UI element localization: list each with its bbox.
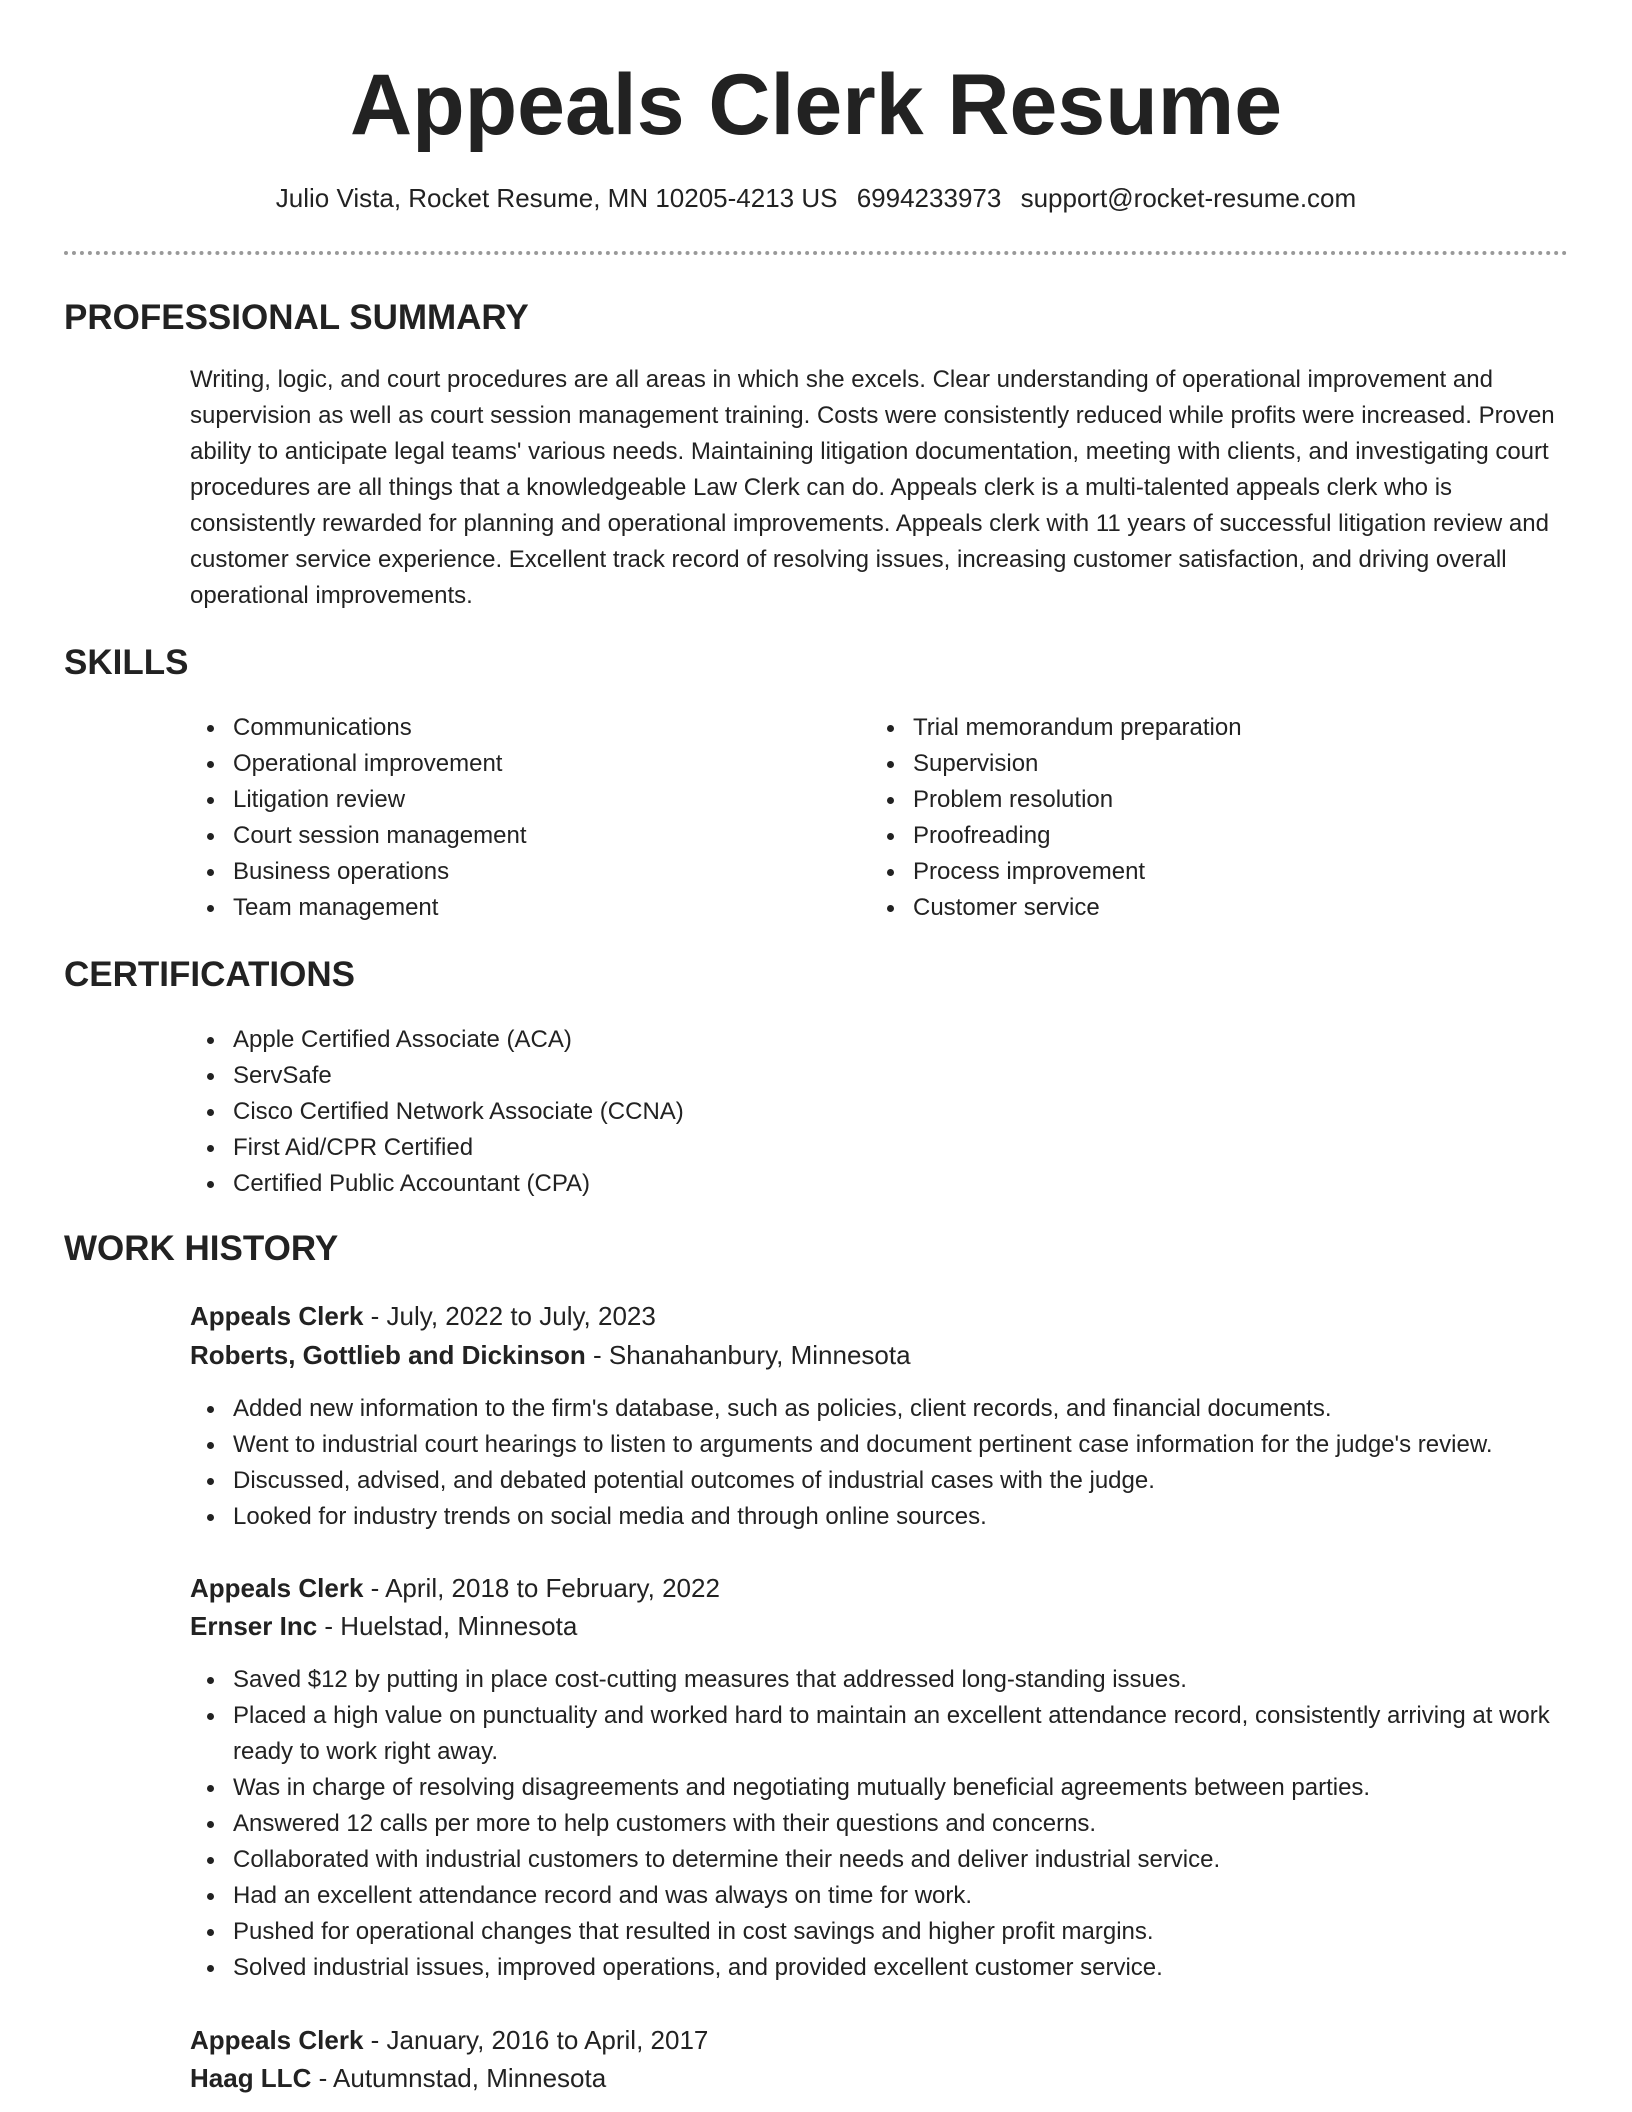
job-bullets bbox=[190, 1662, 1611, 1986]
resume-title: Appeals Clerk Resume bbox=[349, 57, 1283, 153]
job-bullet: Answered 12 calls per more to help customers with their questions and concerns. bbox=[233, 1806, 1611, 1842]
job-title-line bbox=[190, 2021, 708, 2059]
skill-item: Communications bbox=[233, 710, 853, 746]
job-bullet: Pushed for operational changes that resulted in cost savings and higher profit margins. bbox=[233, 1914, 1611, 1950]
job-title: Appeals Clerk bbox=[190, 2025, 364, 2055]
contact-address: Julio Vista, Rocket Resume, MN 10205-4213 US bbox=[275, 183, 838, 213]
job-bullet: Added new information to the firm's database, such as policies, client records, and financial documents. bbox=[233, 1391, 1611, 1427]
skills-list-left bbox=[190, 710, 853, 926]
job-bullet: Saved $12 by putting in place cost-cutting measures that addressed long-standing issues. bbox=[233, 1662, 1611, 1698]
job-company-line bbox=[190, 1607, 577, 1645]
contact-line bbox=[0, 180, 1632, 216]
job-bullet: Had an excellent attendance record and was always on time for work. bbox=[233, 1878, 1611, 1914]
job-dates: - January, 2016 to April, 2017 bbox=[363, 2025, 709, 2055]
job-bullet: Placed a high value on punctuality and worked hard to maintain an excellent attendance record, consistently arriving at work ready to work right away. bbox=[233, 1698, 1611, 1770]
work-history-heading: WORK HISTORY bbox=[64, 1229, 339, 1268]
job-company-line bbox=[190, 1336, 911, 1374]
job-bullets bbox=[190, 1391, 1611, 1535]
job-company: Haag LLC bbox=[190, 2063, 312, 2093]
job-bullet: Solved industrial issues, improved operations, and provided excellent customer service. bbox=[233, 1950, 1611, 1986]
contact-phone: 6994233973 bbox=[856, 183, 1002, 213]
job-dates: - April, 2018 to February, 2022 bbox=[363, 1573, 720, 1603]
skill-item: Customer service bbox=[913, 890, 1533, 926]
job-bullet: Discussed, advised, and debated potential outcomes of industrial cases with the judge. bbox=[233, 1463, 1611, 1499]
skill-item: Court session management bbox=[233, 818, 853, 854]
job-location: - Huelstad, Minnesota bbox=[317, 1611, 578, 1641]
skill-item: Problem resolution bbox=[913, 782, 1533, 818]
job-company-line bbox=[190, 2059, 606, 2097]
job-title-line bbox=[190, 1569, 720, 1607]
job-dates: - July, 2022 to July, 2023 bbox=[363, 1301, 656, 1331]
certification-item: Apple Certified Associate (ACA) bbox=[233, 1022, 1533, 1058]
skill-item: Trial memorandum preparation bbox=[913, 710, 1533, 746]
skill-item: Proofreading bbox=[913, 818, 1533, 854]
certifications-heading: CERTIFICATIONS bbox=[64, 955, 356, 994]
skill-item: Team management bbox=[233, 890, 853, 926]
header-divider bbox=[64, 251, 1568, 255]
job-bullet: Went to industrial court hearings to listen to arguments and document pertinent case information for the judge's review. bbox=[233, 1427, 1611, 1463]
certification-item: Cisco Certified Network Associate (CCNA) bbox=[233, 1094, 1533, 1130]
summary-heading: PROFESSIONAL SUMMARY bbox=[64, 298, 529, 337]
contact-email: support@rocket-resume.com bbox=[1020, 183, 1357, 213]
skill-item: Operational improvement bbox=[233, 746, 853, 782]
certification-item: ServSafe bbox=[233, 1058, 1533, 1094]
summary-text: Writing, logic, and court procedures are all areas in which she excels. Clear understanding of operational improvement and supervision as well as court session management training. Costs were consistently reduced while profits were increased. Proven ability to anticipate legal teams' various needs. Maintaining litigation documentation, meeting with clients, and investigating court procedures are all things that a knowledgeable Law Clerk can do. Appeals clerk is a multi-talented appeals clerk who is consistently rewarded for planning and operational improvements. Appeals clerk with 11 years of successful litigation review and customer service experience. Excellent track record of resolving issues, increasing customer satisfaction, and driving overall operational improvements. bbox=[190, 366, 1555, 609]
skill-item: Litigation review bbox=[233, 782, 853, 818]
job-location: - Shanahanbury, Minnesota bbox=[585, 1340, 911, 1370]
skills-heading: SKILLS bbox=[64, 643, 189, 682]
job-company: Ernser Inc bbox=[190, 1611, 318, 1641]
certifications-list bbox=[190, 1022, 1533, 1202]
skill-item: Business operations bbox=[233, 854, 853, 890]
certification-item: Certified Public Accountant (CPA) bbox=[233, 1166, 1533, 1202]
job-bullet: Looked for industry trends on social media and through online sources. bbox=[233, 1499, 1611, 1535]
job-bullet: Was in charge of resolving disagreements and negotiating mutually beneficial agreements between parties. bbox=[233, 1770, 1611, 1806]
job-bullet: Collaborated with industrial customers to determine their needs and deliver industrial service. bbox=[233, 1842, 1611, 1878]
certification-item: First Aid/CPR Certified bbox=[233, 1130, 1533, 1166]
skills-list-right bbox=[870, 710, 1533, 926]
skill-item: Process improvement bbox=[913, 854, 1533, 890]
job-title-line bbox=[190, 1297, 656, 1335]
job-company: Roberts, Gottlieb and Dickinson bbox=[190, 1340, 586, 1370]
job-location: - Autumnstad, Minnesota bbox=[311, 2063, 607, 2093]
skill-item: Supervision bbox=[913, 746, 1533, 782]
job-title: Appeals Clerk bbox=[190, 1301, 364, 1331]
job-title: Appeals Clerk bbox=[190, 1573, 364, 1603]
